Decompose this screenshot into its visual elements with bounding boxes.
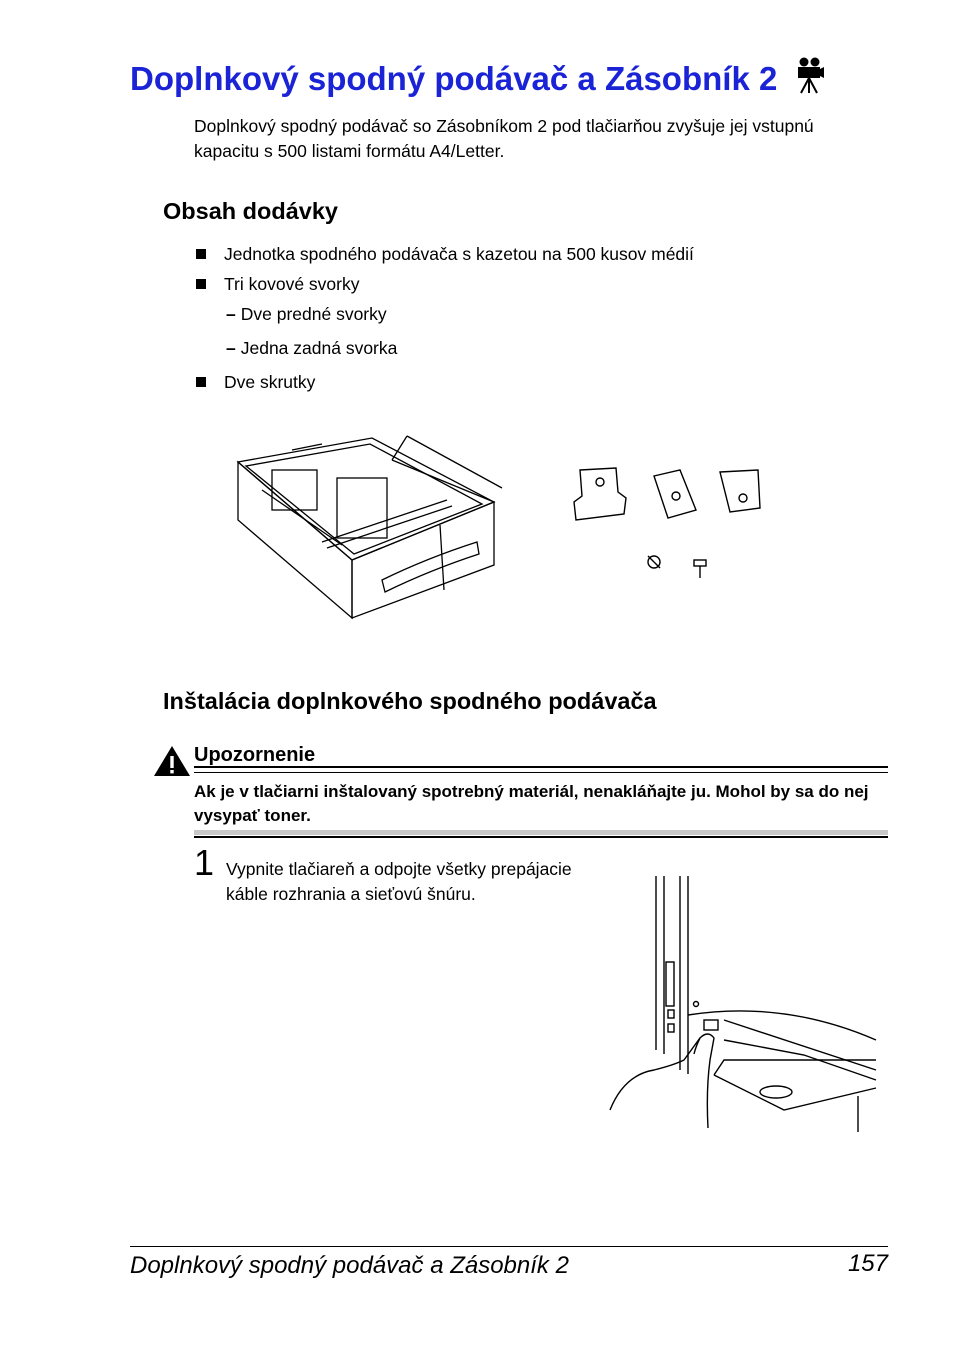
video-camera-icon [795,56,825,102]
intro-paragraph: Doplnkový spodný podávač so Zásobníkom 2 pod tlačiarňou zvyšuje jej vstupnú kapacitu s 500 listami formátu A4/Letter. [194,116,814,161]
installation-heading: Inštalácia doplnkového spodného podávača [163,688,657,714]
sub-list-item: – Dve predné svorky [226,304,387,324]
brackets-and-screws-illustration [568,462,768,582]
warning-triangle-icon [152,744,192,778]
list-item: Dve skrutky [196,372,315,393]
bullet-square-icon [196,377,206,387]
printer-power-switch-illustration [604,870,880,1136]
sub-list-item: – Jedna zadná svorka [226,338,398,358]
step-text: Vypnite tlačiareň a odpojte všetky prepájacie káble rozhrania a sieťovú šnúru. [226,859,572,904]
page-number: 157 [847,1250,888,1277]
step-number: 1 [194,842,215,883]
caution-text: Ak je v tlačiarni inštalovaný spotrebný materiál, nenakláňajte ju. Mohol by sa do nej vysypať toner. [194,782,869,825]
caution-divider [194,830,888,835]
footer-divider [130,1246,888,1247]
caution-title: Upozornenie [194,744,316,766]
list-item: Jednotka spodného podávača s kazetou na 500 kusov médií [196,244,694,265]
bullet-square-icon [196,249,206,259]
caution-divider [194,836,888,838]
caution-divider [194,772,888,773]
footer-title: Doplnkový spodný podávač a Zásobník 2 [130,1252,569,1279]
caution-divider [194,766,888,768]
list-item: Tri kovové svorky [196,274,360,295]
page-title [130,56,825,102]
bullet-square-icon [196,279,206,289]
page-title-text: Doplnkový spodný podávač a Zásobník 2 [130,60,778,97]
contents-heading: Obsah dodávky [163,198,338,224]
lower-feeder-illustration [232,430,522,620]
